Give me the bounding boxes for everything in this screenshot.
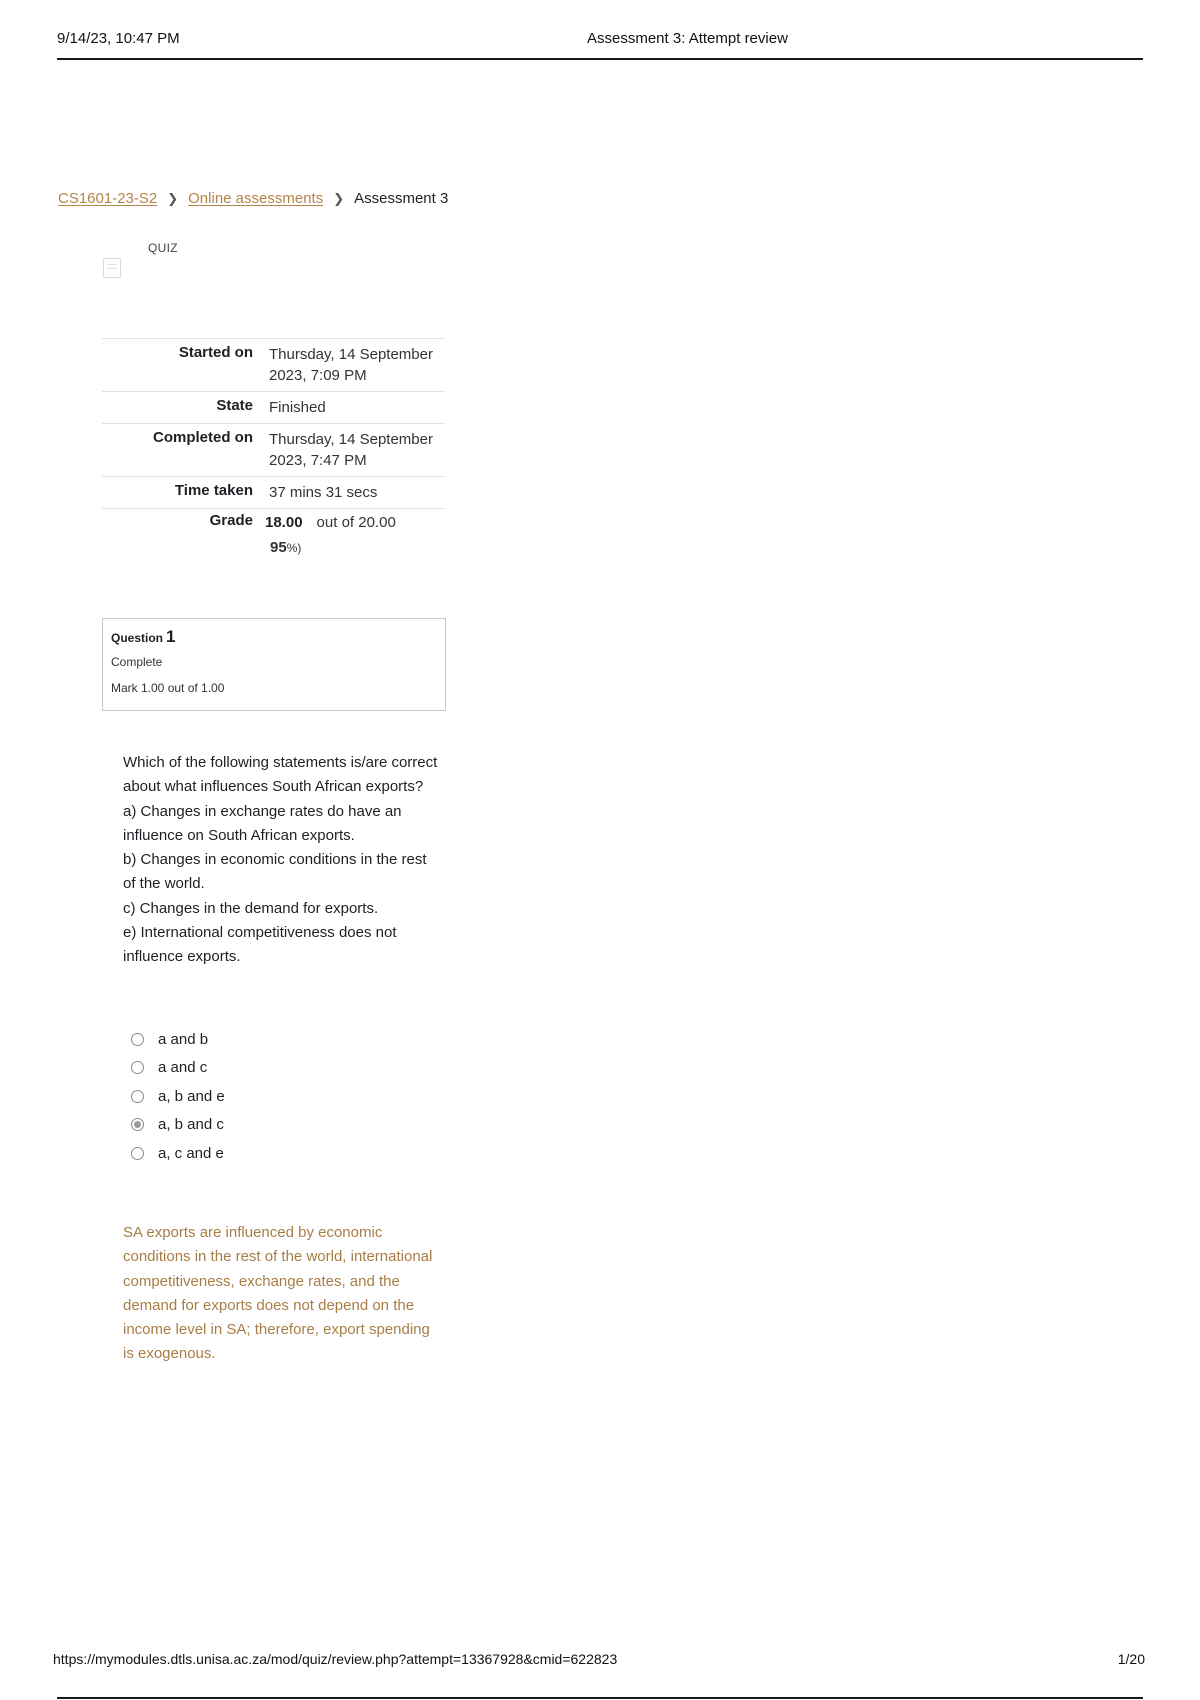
radio-button[interactable] — [131, 1061, 144, 1074]
answer-option[interactable] — [131, 1054, 225, 1083]
summary-label: Completed on — [153, 429, 253, 446]
summary-grade-cell — [261, 509, 445, 565]
radio-button-checked[interactable] — [131, 1118, 144, 1131]
radio-button[interactable] — [131, 1033, 144, 1046]
answer-label: a, c and e — [158, 1144, 224, 1162]
activity-type-label: QUIZ — [148, 241, 178, 255]
answer-option[interactable] — [131, 1082, 225, 1111]
breadcrumb-course-link[interactable]: CS1601-23-S2 — [58, 190, 158, 207]
question-state: Complete — [111, 655, 163, 669]
answer-option[interactable] — [131, 1139, 225, 1168]
summary-value: Thursday, 14 September 2023, 7:47 PM — [269, 431, 433, 469]
grade-percent-value: 95 — [270, 539, 287, 556]
print-date: 9/14/23, 10:47 PM — [57, 30, 180, 47]
grade-percent — [270, 537, 445, 559]
question-label: Question — [111, 631, 164, 645]
print-header — [57, 28, 1143, 60]
answer-label: a and b — [158, 1030, 209, 1048]
radio-button[interactable] — [131, 1090, 144, 1103]
answer-option[interactable] — [131, 1025, 225, 1054]
breadcrumb-current: Assessment 3 — [354, 190, 449, 207]
summary-value: Thursday, 14 September 2023, 7:09 PM — [269, 346, 433, 384]
general-feedback: SA exports are influenced by economic conditions in the rest of the world, international competitiveness, exchange rates, and the demand for exports does not depend on the income level in SA; therefore, export spending is exogenous. — [123, 1224, 433, 1363]
answer-label: a, b and e — [158, 1087, 225, 1105]
question-statement-b: b) Changes in economic conditions in the rest of the world. — [123, 851, 427, 893]
answer-label: a, b and c — [158, 1116, 224, 1134]
summary-row-completed-on — [102, 424, 445, 477]
summary-row-started-on — [102, 339, 445, 392]
grade-value: 18.00 — [265, 514, 303, 531]
summary-row-state — [102, 392, 445, 424]
quiz-icon — [103, 258, 121, 278]
question-statement-e: e) International competitiveness does not influence exports. — [123, 924, 397, 966]
breadcrumb-online-assessments-link[interactable]: Online assessments — [188, 190, 324, 207]
print-url: https://mymodules.dtls.unisa.ac.za/mod/quiz/review.php?attempt=13367928&cmid=622823 — [53, 1651, 618, 1667]
question-info-box — [102, 618, 446, 711]
summary-value: 37 mins 31 secs — [269, 484, 378, 501]
answer-options — [131, 1025, 225, 1168]
question-number-line — [111, 627, 437, 647]
attempt-summary-table — [102, 338, 445, 564]
print-page-number: 1/20 — [1117, 1651, 1145, 1667]
summary-label: Time taken — [174, 482, 253, 499]
breadcrumb — [58, 190, 448, 207]
footer-divider — [57, 1697, 1143, 1699]
chevron-right-icon: ❯ — [333, 190, 345, 206]
question-number: 1 — [166, 627, 176, 646]
summary-label: Started on — [178, 344, 253, 361]
chevron-right-icon: ❯ — [167, 190, 179, 206]
summary-row-grade — [102, 509, 445, 565]
question-statement-a: a) Changes in exchange rates do have an influence on South African exports. — [123, 802, 402, 844]
grade-percent-suffix: %) — [286, 541, 302, 555]
answer-option-selected[interactable] — [131, 1111, 225, 1140]
summary-label: Grade — [209, 512, 253, 529]
question-mark: Mark 1.00 out of 1.00 — [111, 681, 225, 695]
summary-row-time-taken — [102, 477, 445, 509]
question-stem: Which of the following statements is/are correct about what influences South African exports? — [123, 754, 438, 796]
print-page-title: Assessment 3: Attempt review — [587, 30, 788, 47]
grade-out-of: out of 20.00 — [316, 514, 396, 531]
summary-label: State — [216, 397, 253, 414]
radio-button[interactable] — [131, 1147, 144, 1160]
summary-value: Finished — [269, 399, 326, 416]
question-statement-c: c) Changes in the demand for exports. — [123, 899, 379, 917]
answer-label: a and c — [158, 1059, 208, 1077]
question-text — [123, 751, 443, 970]
